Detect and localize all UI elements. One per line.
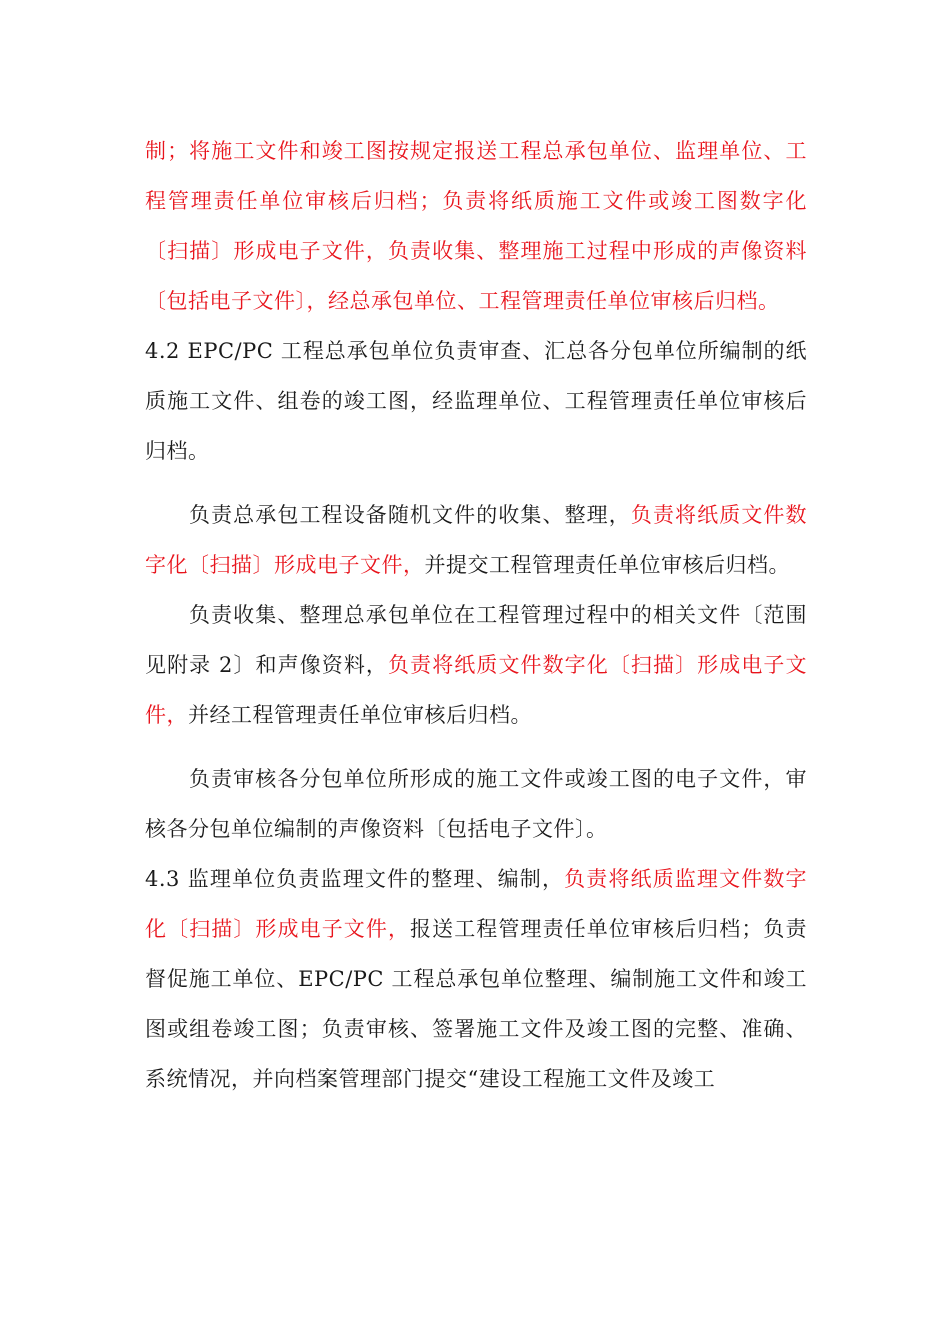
- text-segment-highlight: 负责将纸质监理文件数字化〔扫描〕形成电子文件，: [145, 867, 807, 941]
- text-segment: 负责审核各分包单位所形成的施工文件或竣工图的电子文件，审核各分包单位编制的声像资料〔包括电子文件〕。: [145, 767, 807, 841]
- paragraph-4-2: [145, 326, 807, 476]
- text-segment-highlight: 负责将纸质文件数字化〔扫描〕形成电子文件，: [145, 503, 808, 577]
- text-segment-highlight: 负责将纸质文件数字化〔扫描〕形成电子文件，: [145, 653, 808, 727]
- text-segment: 负责收集、整理总承包单位在工程管理过程中的相关文件〔范围见附录 2〕和声像资料，: [145, 603, 807, 677]
- paragraph-management-files: [145, 590, 807, 740]
- text-segment: 制；将施工文件和竣工图按规定报送工程总承包单位、监理单位、工程管理责任单位审核后归档；负责将纸质施工文件或竣工图数字化〔扫描〕形成电子文件，负责收集、整理施工过程中形成的声像资料〔包括电子文件〕，经总承包单位、工程管理责任单位审核后归档。: [145, 139, 807, 313]
- text-segment: 负责总承包工程设备随机文件的收集、整理，: [189, 503, 631, 527]
- paragraph-1: [145, 126, 807, 326]
- paragraph-review-electronic: [145, 754, 807, 854]
- document-page: [145, 126, 807, 1104]
- text-segment: 4.2 EPC/PC 工程总承包单位负责审查、汇总各分包单位所编制的纸质施工文件、组卷的竣工图，经监理单位、工程管理责任单位审核后归档。: [145, 339, 807, 463]
- paragraph-4-3: [145, 854, 807, 1104]
- text-segment: 报送工程管理责任单位审核后归档；负责督促施工单位、EPC/PC 工程总承包单位整理、编制施工文件和竣工图或组卷竣工图；负责审核、签署施工文件及竣工图的完整、准确、系统情况，并向档案管理部门提交“建设工程施工文件及竣工: [145, 917, 808, 1091]
- paragraph-equipment-files: [145, 490, 807, 590]
- text-segment: 并经工程管理责任单位审核后归档。: [188, 703, 532, 727]
- text-segment: 并提交工程管理责任单位审核后归档。: [424, 553, 790, 577]
- text-segment: 4.3 监理单位负责监理文件的整理、编制，: [145, 867, 565, 891]
